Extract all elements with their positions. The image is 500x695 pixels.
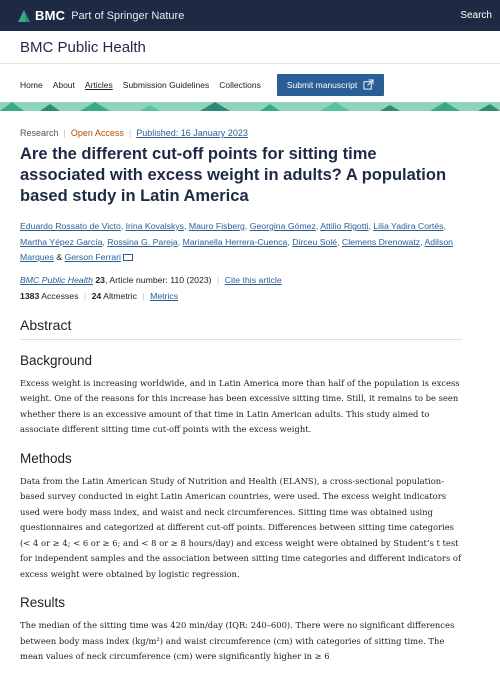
journal-title[interactable]: BMC Public Health	[20, 38, 146, 56]
methods-text: Data from the Latin American Study of Nutrition and Health (ELANS), a cross-sectional population-based survey conducted in eight Latin American countries, were used. The excess weight indicators used were body mass index, and waist and neck circumferences. Sitting time was obtained using questionnaires and categorized at different cut-off points. Differences between sitting time categories (< 4 or ≥ 4; < 6 or ≥ 6; and < 8 or ≥ 8 hours/day) and excess weight were obtained by Student’s t test for independent samples and the association between sitting time categories and different indicators of excess weight were obtained by logistic regression.	[20, 475, 462, 579]
results-heading: Results	[20, 595, 66, 610]
author-link[interactable]: Irina Kovalskys	[125, 221, 185, 231]
top-bar	[0, 0, 500, 31]
brand[interactable]	[17, 8, 184, 23]
metrics-line	[20, 291, 462, 301]
nav-collections[interactable]: Collections	[219, 79, 261, 90]
author-list: Eduardo Rossato de Victo, Irina Kovalskys, Mauro Fisberg, Georgina Gómez, Attilio Rigotti, Lilia Yadira Cortés, Martha Yépez García, Rossina G. Pareja, Marianella Herrera-Cuenca, Dirceu Solé, Clemens Drenowatz, Adilson Marques & Gerson Ferrari	[20, 221, 453, 262]
submit-manuscript-label: Submit manuscript	[286, 79, 358, 90]
author-link[interactable]: Gerson Ferrari	[64, 252, 121, 262]
authors-ampersand: &	[56, 252, 63, 262]
article-content	[20, 128, 462, 665]
author-link[interactable]: Attilio Rigotti	[320, 221, 369, 231]
published-date-link[interactable]: Published: 16 January 2023	[136, 128, 248, 138]
background-text: Excess weight is increasing worldwide, and in Latin America more than half of the population is excess weight. One of the reasons for this increase has been excessive sitting time. Still, it remains to be seen whether there is an excessive amount of that time in Latin American adults. This study aimed to associate different sitting time cut-off points with the excess weight.	[20, 377, 460, 434]
external-link-icon	[363, 79, 374, 90]
bmc-logo-icon	[17, 9, 31, 23]
volume-number: 23	[95, 274, 106, 285]
nav-about[interactable]: About	[52, 79, 75, 90]
author-link[interactable]: Martha Yépez García	[20, 236, 103, 247]
journal-header	[0, 31, 500, 64]
altmetric-label: Altmetric	[103, 290, 137, 301]
citation-line	[20, 275, 462, 285]
accesses-label: Accesses	[41, 290, 79, 301]
article-number: , Article number: 110 (2023)	[105, 274, 212, 285]
author-link[interactable]: Eduardo Rossato de Victo	[20, 221, 121, 231]
methods-heading: Methods	[20, 450, 72, 466]
author-link[interactable]: Marianella Herrera-Cuenca	[182, 236, 288, 247]
altmetric-count: 24	[91, 290, 102, 301]
article-title: Are the different cut-off points for sitting time associated with excess weight in adults? A population based study in Latin America	[20, 145, 447, 205]
search-link[interactable]: Search	[460, 10, 492, 21]
metrics-divider: |	[83, 290, 87, 301]
cite-this-article-link[interactable]: Cite this article	[224, 274, 282, 285]
nav-submission-guidelines[interactable]: Submission Guidelines	[122, 79, 210, 90]
accesses-count: 1383	[20, 290, 40, 301]
submit-manuscript-button[interactable]	[277, 74, 384, 96]
metrics-divider: |	[142, 290, 145, 301]
main-nav	[0, 64, 500, 105]
meta-divider: |	[128, 128, 132, 138]
results-text: The median of the sitting time was 420 min/day (IQR: 240–600). There were no significant differences between body mass index (kg/m²) and waist circumference (cm) with categories of sitting time. The mean values of neck circumference (cm) were significantly higher in ≥ 6	[20, 620, 455, 661]
article-type: Research	[20, 128, 59, 138]
logo-text: BMC	[35, 8, 66, 23]
journal-name-link[interactable]: BMC Public Health	[20, 274, 93, 285]
article-meta	[20, 128, 462, 138]
abstract-heading: Abstract	[20, 317, 462, 340]
author-link[interactable]: Georgina Gómez	[249, 221, 316, 231]
decorative-stripe	[0, 102, 500, 111]
nav-articles[interactable]: Articles	[84, 79, 113, 90]
springer-tagline[interactable]: Part of Springer Nature	[71, 9, 185, 22]
nav-home[interactable]: Home	[20, 79, 43, 90]
email-icon[interactable]	[123, 254, 133, 261]
meta-divider: |	[63, 128, 66, 138]
bmc-logo[interactable]	[17, 8, 65, 23]
author-link[interactable]: Lilia Yadira Cortés	[373, 221, 444, 231]
author-link[interactable]: Clemens Drenowatz	[341, 236, 421, 247]
cite-divider: |	[217, 274, 220, 285]
metrics-link[interactable]: Metrics	[150, 290, 179, 301]
author-link[interactable]: Mauro Fisberg	[188, 221, 245, 231]
author-link[interactable]: Rossina G. Pareja	[107, 236, 178, 247]
background-heading: Background	[20, 352, 93, 368]
author-link[interactable]: Dirceu Solé	[292, 236, 338, 247]
open-access-label: Open Access	[70, 128, 124, 138]
author-link[interactable]: Adilson Marques	[20, 236, 453, 262]
